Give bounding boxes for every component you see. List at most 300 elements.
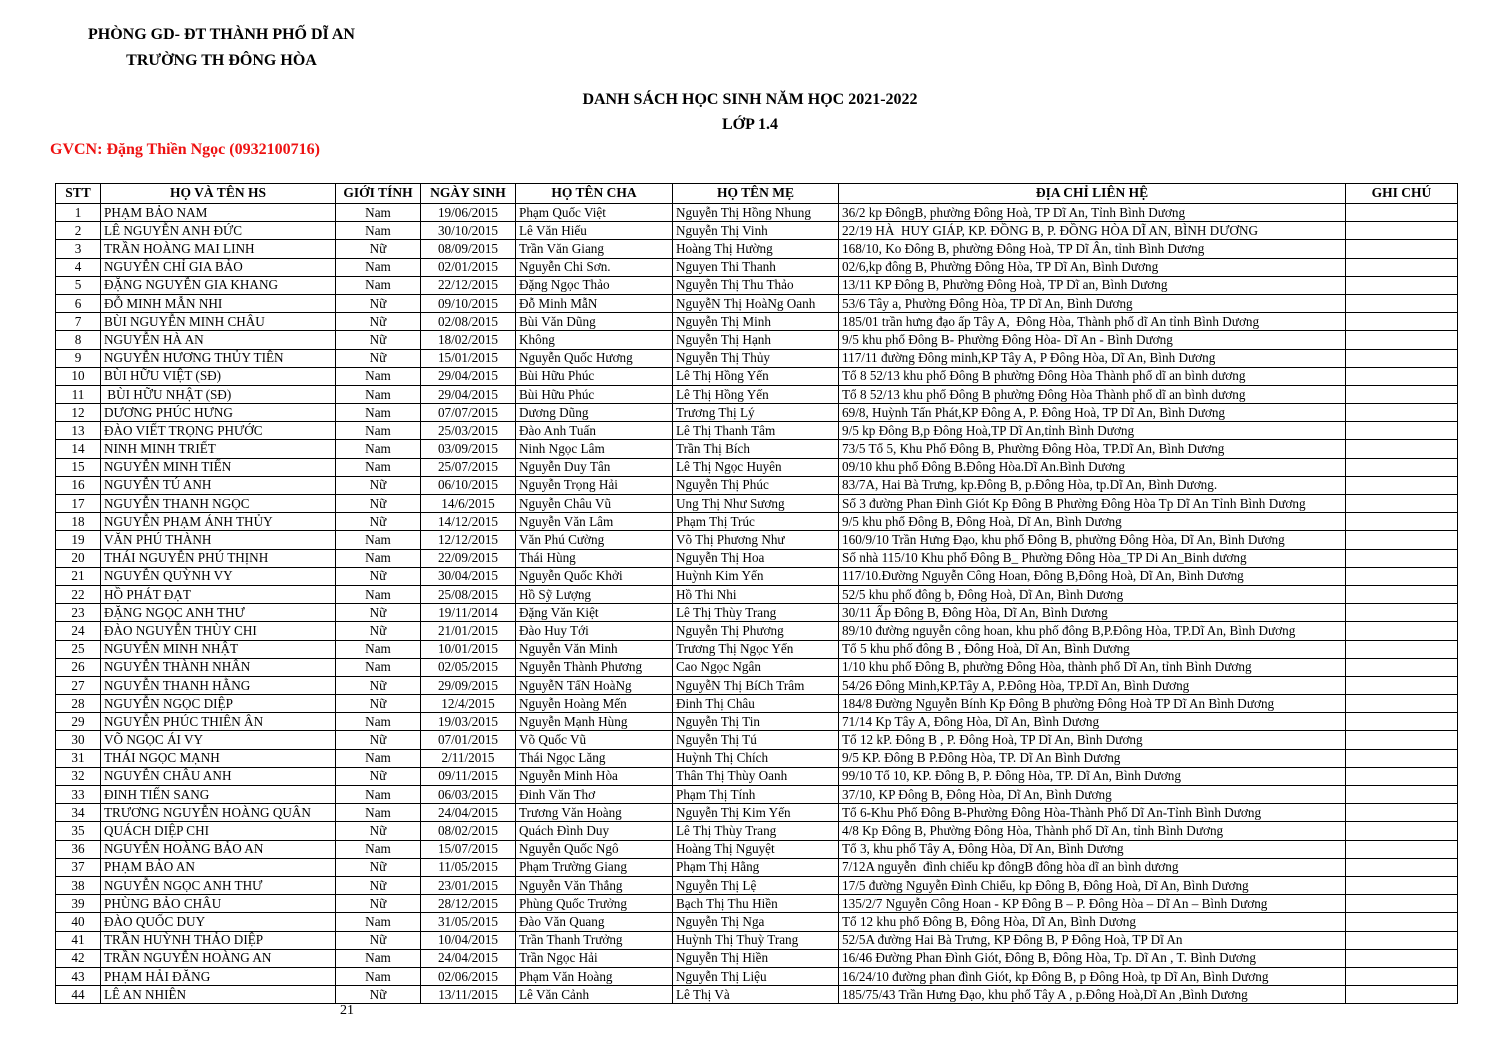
gender-cell: Nam bbox=[336, 749, 421, 767]
stt-cell: 23 bbox=[56, 604, 101, 622]
table-row bbox=[56, 695, 1458, 713]
mother-name-cell: Lê Thị Hồng Yến bbox=[673, 385, 839, 403]
student-name-cell: NGUYỄN THANH HẰNG bbox=[101, 676, 336, 694]
mother-name-cell: Cao Ngọc Ngân bbox=[673, 658, 839, 676]
gender-cell: Nữ bbox=[336, 495, 421, 513]
address-cell: 54/26 Đông Minh,KP.Tây A, P.Đông Hòa, TP.Dĩ An, Bình Dương bbox=[839, 676, 1346, 694]
gender-cell: Nam bbox=[336, 549, 421, 567]
father-name-cell: Đinh Văn Thơ bbox=[516, 786, 673, 804]
stt-cell: 12 bbox=[56, 404, 101, 422]
note-cell bbox=[1346, 367, 1458, 385]
table-row bbox=[56, 222, 1458, 240]
birthdate-cell: 09/10/2015 bbox=[421, 294, 516, 312]
father-name-cell: Lê Văn Cảnh bbox=[516, 986, 673, 1004]
birthdate-cell: 24/04/2015 bbox=[421, 949, 516, 967]
birthdate-cell: 25/08/2015 bbox=[421, 585, 516, 603]
mother-name-cell: Nguyễn Thị Hiền bbox=[673, 949, 839, 967]
gender-cell: Nữ bbox=[336, 931, 421, 949]
note-cell bbox=[1346, 404, 1458, 422]
birthdate-cell: 24/04/2015 bbox=[421, 804, 516, 822]
birthdate-cell: 07/01/2015 bbox=[421, 731, 516, 749]
stt-cell: 41 bbox=[56, 931, 101, 949]
stt-cell: 29 bbox=[56, 713, 101, 731]
mother-name-cell: NguyễN Thị HoàNg Oanh bbox=[673, 294, 839, 312]
address-cell: 9/5 KP. Đông B P.Đông Hòa, TP. Dĩ An Bình Dương bbox=[839, 749, 1346, 767]
table-row bbox=[56, 858, 1458, 876]
table-row bbox=[56, 458, 1458, 476]
gender-cell: Nữ bbox=[336, 858, 421, 876]
gender-cell: Nam bbox=[336, 440, 421, 458]
address-cell: 184/8 Đường Nguyễn Bính Kp Đông B phường Đông Hoà TP Dĩ An Bình Dương bbox=[839, 695, 1346, 713]
birthdate-cell: 06/03/2015 bbox=[421, 786, 516, 804]
birthdate-cell: 19/06/2015 bbox=[421, 204, 516, 222]
stt-cell: 44 bbox=[56, 986, 101, 1004]
table-row bbox=[56, 622, 1458, 640]
gender-cell: Nam bbox=[336, 658, 421, 676]
note-cell bbox=[1346, 858, 1458, 876]
mother-name-cell: Nguyen Thi Thanh bbox=[673, 258, 839, 276]
father-name-cell: Võ Quốc Vũ bbox=[516, 731, 673, 749]
birthdate-cell: 10/04/2015 bbox=[421, 931, 516, 949]
mother-name-cell: Nguyễn Thị Tin bbox=[673, 713, 839, 731]
stt-cell: 40 bbox=[56, 913, 101, 931]
mother-name-cell: Trương Thị Ngọc Yến bbox=[673, 640, 839, 658]
address-cell: 71/14 Kp Tây A, Đông Hòa, Dĩ An, Bình Dương bbox=[839, 713, 1346, 731]
page-number: 21 bbox=[340, 1003, 354, 1018]
address-cell: 73/5 Tổ 5, Khu Phố Đông B, Phường Đông Hòa, TP.Dĩ An, Bình Dương bbox=[839, 440, 1346, 458]
father-name-cell: Không bbox=[516, 331, 673, 349]
stt-cell: 36 bbox=[56, 840, 101, 858]
address-cell: 117/11 đường Đông minh,KP Tây A, P Đông Hòa, Dĩ An, Bình Dương bbox=[839, 349, 1346, 367]
mother-name-cell: Lê Thị Và bbox=[673, 986, 839, 1004]
stt-cell: 13 bbox=[56, 422, 101, 440]
note-cell bbox=[1346, 458, 1458, 476]
birthdate-cell: 25/03/2015 bbox=[421, 422, 516, 440]
birthdate-cell: 11/05/2015 bbox=[421, 858, 516, 876]
column-header-stt: STT bbox=[56, 184, 101, 204]
student-name-cell: PHẠM HẢI ĐĂNG bbox=[101, 967, 336, 985]
stt-cell: 17 bbox=[56, 495, 101, 513]
gender-cell: Nam bbox=[336, 404, 421, 422]
address-cell: 135/2/7 Nguyễn Công Hoan - KP Đông B – P. Đông Hòa – Dĩ An – Bình Dương bbox=[839, 895, 1346, 913]
mother-name-cell: Phạm Thị Hằng bbox=[673, 858, 839, 876]
student-name-cell: NGUYỄN HÀ AN bbox=[101, 331, 336, 349]
gender-cell: Nữ bbox=[336, 695, 421, 713]
table-row bbox=[56, 895, 1458, 913]
father-name-cell: Thái Ngọc Lăng bbox=[516, 749, 673, 767]
note-cell bbox=[1346, 567, 1458, 585]
student-name-cell: NGUYỄN TÚ ANH bbox=[101, 476, 336, 494]
mother-name-cell: Trần Thị Bích bbox=[673, 440, 839, 458]
note-cell bbox=[1346, 786, 1458, 804]
stt-cell: 43 bbox=[56, 967, 101, 985]
address-cell: 16/24/10 đường phan đình Giót, kp Đông B, p Đông Hoà, tp Dĩ An, Bình Dương bbox=[839, 967, 1346, 985]
student-name-cell: PHẠM BẢO AN bbox=[101, 858, 336, 876]
stt-cell: 31 bbox=[56, 749, 101, 767]
gender-cell: Nam bbox=[336, 786, 421, 804]
mother-name-cell: Nguyễn Thị Thủy bbox=[673, 349, 839, 367]
table-row bbox=[56, 713, 1458, 731]
mother-name-cell: Nguyễn Thị Tú bbox=[673, 731, 839, 749]
address-cell: 13/11 KP Đông B, Phường Đông Hoà, TP Dĩ an, Bình Dương bbox=[839, 276, 1346, 294]
gender-cell: Nữ bbox=[336, 313, 421, 331]
birthdate-cell: 31/05/2015 bbox=[421, 913, 516, 931]
address-cell: 117/10.Đường Nguyễn Công Hoan, Đông B,Đông Hoà, Dĩ An, Bình Dương bbox=[839, 567, 1346, 585]
stt-cell: 26 bbox=[56, 658, 101, 676]
student-name-cell: BÙI HỮU VIỆT (SĐ) bbox=[101, 367, 336, 385]
gender-cell: Nữ bbox=[336, 622, 421, 640]
mother-name-cell: NguyễN Thị BíCh Trâm bbox=[673, 676, 839, 694]
birthdate-cell: 29/09/2015 bbox=[421, 676, 516, 694]
address-cell: Tổ 8 52/13 khu phố Đông B phường Đông Hòa Thành phố dĩ an bình dương bbox=[839, 367, 1346, 385]
table-row bbox=[56, 476, 1458, 494]
table-row bbox=[56, 385, 1458, 403]
father-name-cell: Thái Hùng bbox=[516, 549, 673, 567]
column-header-student-name: HỌ VÀ TÊN HS bbox=[101, 184, 336, 204]
gender-cell: Nam bbox=[336, 422, 421, 440]
stt-cell: 25 bbox=[56, 640, 101, 658]
birthdate-cell: 03/09/2015 bbox=[421, 440, 516, 458]
table-row bbox=[56, 913, 1458, 931]
mother-name-cell: Nguyễn Thị Hoa bbox=[673, 549, 839, 567]
table-row bbox=[56, 967, 1458, 985]
note-cell bbox=[1346, 476, 1458, 494]
birthdate-cell: 12/12/2015 bbox=[421, 531, 516, 549]
father-name-cell: Đặng Văn Kiệt bbox=[516, 604, 673, 622]
note-cell bbox=[1346, 349, 1458, 367]
mother-name-cell: Nguyễn Thị Hạnh bbox=[673, 331, 839, 349]
address-cell: 83/7A, Hai Bà Trưng, kp.Đông B, p.Đông Hòa, tp.Dĩ An, Bình Dương. bbox=[839, 476, 1346, 494]
father-name-cell: Nguyễn Minh Hòa bbox=[516, 767, 673, 785]
birthdate-cell: 22/09/2015 bbox=[421, 549, 516, 567]
mother-name-cell: Lê Thị Ngọc Huyên bbox=[673, 458, 839, 476]
stt-cell: 5 bbox=[56, 276, 101, 294]
column-header-birthdate: NGÀY SINH bbox=[421, 184, 516, 204]
stt-cell: 1 bbox=[56, 204, 101, 222]
address-cell: 160/9/10 Trần Hưng Đạo, khu phố Đông B, phường Đông Hòa, Dĩ An, Bình Dương bbox=[839, 531, 1346, 549]
father-name-cell: Lê Văn Hiếu bbox=[516, 222, 673, 240]
student-name-cell: TRƯƠNG NGUYỄN HOÀNG QUÂN bbox=[101, 804, 336, 822]
birthdate-cell: 02/01/2015 bbox=[421, 258, 516, 276]
address-cell: 9/5 khu phố Đông B- Phường Đông Hòa- Dĩ An - Bình Dương bbox=[839, 331, 1346, 349]
birthdate-cell: 23/01/2015 bbox=[421, 876, 516, 894]
table-row bbox=[56, 840, 1458, 858]
table-row bbox=[56, 440, 1458, 458]
student-name-cell: ĐÀO QUỐC DUY bbox=[101, 913, 336, 931]
table-row bbox=[56, 749, 1458, 767]
student-name-cell: TRẦN HOÀNG MAI LINH bbox=[101, 240, 336, 258]
stt-cell: 16 bbox=[56, 476, 101, 494]
father-name-cell: Đào Văn Quang bbox=[516, 913, 673, 931]
mother-name-cell: Hoàng Thị Hường bbox=[673, 240, 839, 258]
note-cell bbox=[1346, 731, 1458, 749]
table-row bbox=[56, 822, 1458, 840]
student-name-cell: NGUYỄN THÀNH NHÂN bbox=[101, 658, 336, 676]
address-cell: 36/2 kp ĐôngB, phường Đông Hoà, TP Dĩ An, Tỉnh Bình Dương bbox=[839, 204, 1346, 222]
address-cell: 52/5A đường Hai Bà Trưng, KP Đông B, P Đông Hoà, TP Dĩ An bbox=[839, 931, 1346, 949]
mother-name-cell: Lê Thị Hồng Yến bbox=[673, 367, 839, 385]
student-table-body bbox=[56, 204, 1458, 1004]
student-name-cell: ĐINH TIẾN SANG bbox=[101, 786, 336, 804]
address-cell: Tổ 6-Khu Phố Đông B-Phường Đông Hòa-Thành Phố Dĩ An-Tỉnh Bình Dương bbox=[839, 804, 1346, 822]
father-name-cell: Phạm Quốc Việt bbox=[516, 204, 673, 222]
student-name-cell: BÙI HỮU NHẬT (SĐ) bbox=[101, 385, 336, 403]
address-cell: Tổ 5 khu phố đông B , Đông Hoà, Dĩ An, Bình Dương bbox=[839, 640, 1346, 658]
gender-cell: Nam bbox=[336, 713, 421, 731]
mother-name-cell: Nguyễn Thị Vinh bbox=[673, 222, 839, 240]
table-row bbox=[56, 767, 1458, 785]
address-cell: 52/5 khu phố đông b, Đông Hoà, Dĩ An, Bình Dương bbox=[839, 585, 1346, 603]
table-row bbox=[56, 204, 1458, 222]
office-header bbox=[88, 22, 355, 75]
mother-name-cell: Nguyễn Thị Nga bbox=[673, 913, 839, 931]
student-name-cell: NINH MINH TRIẾT bbox=[101, 440, 336, 458]
note-cell bbox=[1346, 204, 1458, 222]
stt-cell: 28 bbox=[56, 695, 101, 713]
note-cell bbox=[1346, 840, 1458, 858]
gender-cell: Nữ bbox=[336, 513, 421, 531]
student-name-cell: NGUYỄN QUỲNH VY bbox=[101, 567, 336, 585]
address-cell: 168/10, Ko Đông B, phường Đông Hoà, TP Dĩ Ân, tỉnh Bình Dương bbox=[839, 240, 1346, 258]
student-name-cell: NGUYỄN MINH TIẾN bbox=[101, 458, 336, 476]
stt-cell: 2 bbox=[56, 222, 101, 240]
table-row bbox=[56, 495, 1458, 513]
gender-cell: Nam bbox=[336, 258, 421, 276]
note-cell bbox=[1346, 767, 1458, 785]
stt-cell: 14 bbox=[56, 440, 101, 458]
note-cell bbox=[1346, 676, 1458, 694]
stt-cell: 42 bbox=[56, 949, 101, 967]
table-row bbox=[56, 604, 1458, 622]
mother-name-cell: Lê Thị Thùy Trang bbox=[673, 822, 839, 840]
stt-cell: 7 bbox=[56, 313, 101, 331]
mother-name-cell: Nguyễn Thị Lệ bbox=[673, 876, 839, 894]
birthdate-cell: 21/01/2015 bbox=[421, 622, 516, 640]
address-cell: 9/5 kp Đông B,p Đông Hoà,TP Dĩ An,tỉnh Bình Dương bbox=[839, 422, 1346, 440]
table-row bbox=[56, 367, 1458, 385]
gender-cell: Nữ bbox=[336, 349, 421, 367]
office-name: PHÒNG GD- ĐT THÀNH PHỐ DĨ AN bbox=[88, 26, 355, 43]
note-cell bbox=[1346, 585, 1458, 603]
birthdate-cell: 12/4/2015 bbox=[421, 695, 516, 713]
table-header bbox=[56, 184, 1458, 204]
mother-name-cell: Nguyễn Thị Liệu bbox=[673, 967, 839, 985]
mother-name-cell: Hồ Thi Nhi bbox=[673, 585, 839, 603]
note-cell bbox=[1346, 258, 1458, 276]
address-cell: Tổ 12 khu phố Đông B, Đông Hòa, Dĩ An, Bình Dương bbox=[839, 913, 1346, 931]
table-row bbox=[56, 549, 1458, 567]
birthdate-cell: 02/08/2015 bbox=[421, 313, 516, 331]
father-name-cell: Bùi Hữu Phúc bbox=[516, 385, 673, 403]
column-header-mother-name: HỌ TÊN MẸ bbox=[673, 184, 839, 204]
mother-name-cell: Đinh Thị Châu bbox=[673, 695, 839, 713]
stt-cell: 21 bbox=[56, 567, 101, 585]
student-name-cell: NGUYỄN HƯƠNG THỦY TIÊN bbox=[101, 349, 336, 367]
address-cell: 30/11 Ấp Đông B, Đông Hòa, Dĩ An, Bình Dương bbox=[839, 604, 1346, 622]
student-name-cell: PHẠM BẢO NAM bbox=[101, 204, 336, 222]
mother-name-cell: Lê Thị Thanh Tâm bbox=[673, 422, 839, 440]
stt-cell: 3 bbox=[56, 240, 101, 258]
student-name-cell: NGUYỄN THANH NGỌC bbox=[101, 495, 336, 513]
gender-cell: Nam bbox=[336, 458, 421, 476]
note-cell bbox=[1346, 658, 1458, 676]
table-row bbox=[56, 640, 1458, 658]
note-cell bbox=[1346, 531, 1458, 549]
note-cell bbox=[1346, 495, 1458, 513]
father-name-cell: Bùi Văn Dũng bbox=[516, 313, 673, 331]
student-name-cell: NGUYỄN HOÀNG BẢO AN bbox=[101, 840, 336, 858]
gender-cell: Nữ bbox=[336, 822, 421, 840]
stt-cell: 10 bbox=[56, 367, 101, 385]
birthdate-cell: 08/09/2015 bbox=[421, 240, 516, 258]
address-cell: 53/6 Tây a, Phường Đông Hòa, TP Dĩ An, Bình Dương bbox=[839, 294, 1346, 312]
student-name-cell: ĐÀO NGUYỄN THÙY CHI bbox=[101, 622, 336, 640]
father-name-cell: Phùng Quốc Trưởng bbox=[516, 895, 673, 913]
birthdate-cell: 29/04/2015 bbox=[421, 367, 516, 385]
birthdate-cell: 30/10/2015 bbox=[421, 222, 516, 240]
gender-cell: Nữ bbox=[336, 331, 421, 349]
birthdate-cell: 14/12/2015 bbox=[421, 513, 516, 531]
father-name-cell: Nguyễn Duy Tân bbox=[516, 458, 673, 476]
gender-cell: Nam bbox=[336, 585, 421, 603]
note-cell bbox=[1346, 949, 1458, 967]
address-cell: Số nhà 115/10 Khu phố Đông B_ Phường Đông Hòa_TP Di An_Binh dương bbox=[839, 549, 1346, 567]
gender-cell: Nữ bbox=[336, 767, 421, 785]
father-name-cell: Bùi Hữu Phúc bbox=[516, 367, 673, 385]
table-row bbox=[56, 804, 1458, 822]
mother-name-cell: Bạch Thị Thu Hiền bbox=[673, 895, 839, 913]
birthdate-cell: 02/05/2015 bbox=[421, 658, 516, 676]
gender-cell: Nữ bbox=[336, 567, 421, 585]
gender-cell: Nam bbox=[336, 276, 421, 294]
father-name-cell: Đào Huy Tới bbox=[516, 622, 673, 640]
mother-name-cell: Huỳnh Thị Thuỳ Trang bbox=[673, 931, 839, 949]
stt-cell: 11 bbox=[56, 385, 101, 403]
note-cell bbox=[1346, 822, 1458, 840]
gender-cell: Nam bbox=[336, 640, 421, 658]
gender-cell: Nữ bbox=[336, 676, 421, 694]
note-cell bbox=[1346, 986, 1458, 1004]
table-row bbox=[56, 876, 1458, 894]
column-header-gender: GIỚI TÍNH bbox=[336, 184, 421, 204]
student-name-cell: NGUYỄN CHỈ GIA BẢO bbox=[101, 258, 336, 276]
address-cell: 1/10 khu phố Đông B, phường Đông Hòa, thành phố Dĩ An, tỉnh Bình Dương bbox=[839, 658, 1346, 676]
stt-cell: 32 bbox=[56, 767, 101, 785]
table-row bbox=[56, 258, 1458, 276]
gender-cell: Nam bbox=[336, 385, 421, 403]
gender-cell: Nữ bbox=[336, 604, 421, 622]
stt-cell: 34 bbox=[56, 804, 101, 822]
stt-cell: 30 bbox=[56, 731, 101, 749]
stt-cell: 39 bbox=[56, 895, 101, 913]
address-cell: 185/75/43 Trần Hưng Đạo, khu phố Tây A , p.Đông Hoà,Dĩ An ,Bình Dương bbox=[839, 986, 1346, 1004]
address-cell: 37/10, KP Đông B, Đông Hòa, Dĩ An, Bình Dương bbox=[839, 786, 1346, 804]
student-name-cell: NGUYỄN NGỌC DIỆP bbox=[101, 695, 336, 713]
note-cell bbox=[1346, 749, 1458, 767]
note-cell bbox=[1346, 640, 1458, 658]
stt-cell: 33 bbox=[56, 786, 101, 804]
father-name-cell: Nguyễn Văn Minh bbox=[516, 640, 673, 658]
birthdate-cell: 19/03/2015 bbox=[421, 713, 516, 731]
note-cell bbox=[1346, 876, 1458, 894]
student-name-cell: NGUYỄN PHẠM ÁNH THỦY bbox=[101, 513, 336, 531]
gender-cell: Nam bbox=[336, 204, 421, 222]
birthdate-cell: 06/10/2015 bbox=[421, 476, 516, 494]
birthdate-cell: 02/06/2015 bbox=[421, 967, 516, 985]
student-name-cell: DƯƠNG PHÚC HƯNG bbox=[101, 404, 336, 422]
mother-name-cell: Trương Thị Lý bbox=[673, 404, 839, 422]
mother-name-cell: Võ Thị Phương Như bbox=[673, 531, 839, 549]
note-cell bbox=[1346, 895, 1458, 913]
gender-cell: Nữ bbox=[336, 294, 421, 312]
father-name-cell: Nguyễn Châu Vũ bbox=[516, 495, 673, 513]
table-row bbox=[56, 949, 1458, 967]
father-name-cell: Nguyễn Thành Phương bbox=[516, 658, 673, 676]
address-cell: Tổ 8 52/13 khu phố Đông B phường Đông Hòa Thành phố dĩ an bình dương bbox=[839, 385, 1346, 403]
stt-cell: 8 bbox=[56, 331, 101, 349]
student-name-cell: ĐẶNG NGUYỄN GIA KHANG bbox=[101, 276, 336, 294]
mother-name-cell: Nguyễn Thị Hồng Nhung bbox=[673, 204, 839, 222]
father-name-cell: Hồ Sỹ Lượng bbox=[516, 585, 673, 603]
birthdate-cell: 2/11/2015 bbox=[421, 749, 516, 767]
father-name-cell: Văn Phú Cường bbox=[516, 531, 673, 549]
note-cell bbox=[1346, 913, 1458, 931]
table-row bbox=[56, 313, 1458, 331]
student-table bbox=[55, 183, 1458, 1004]
birthdate-cell: 09/11/2015 bbox=[421, 767, 516, 785]
table-row bbox=[56, 331, 1458, 349]
gender-cell: Nữ bbox=[336, 986, 421, 1004]
gender-cell: Nữ bbox=[336, 240, 421, 258]
birthdate-cell: 08/02/2015 bbox=[421, 822, 516, 840]
address-cell: 89/10 đường nguyễn công hoan, khu phố đông B,P.Đông Hòa, TP.Dĩ An, Bình Dương bbox=[839, 622, 1346, 640]
table-row bbox=[56, 422, 1458, 440]
birthdate-cell: 18/02/2015 bbox=[421, 331, 516, 349]
father-name-cell: Ninh Ngọc Lâm bbox=[516, 440, 673, 458]
table-row bbox=[56, 585, 1458, 603]
student-name-cell: NGUYỄN CHÂU ANH bbox=[101, 767, 336, 785]
gender-cell: Nam bbox=[336, 804, 421, 822]
table-row bbox=[56, 404, 1458, 422]
table-row bbox=[56, 567, 1458, 585]
father-name-cell: Đỗ Minh MẫN bbox=[516, 294, 673, 312]
stt-cell: 20 bbox=[56, 549, 101, 567]
address-cell: Số 3 đường Phan Đình Giót Kp Đông B Phường Đông Hòa Tp Dĩ An Tỉnh Bình Dương bbox=[839, 495, 1346, 513]
student-name-cell: VÕ NGỌC ÁI VY bbox=[101, 731, 336, 749]
address-cell: 02/6,kp đông B, Phường Đông Hòa, TP Dĩ An, Bình Dương bbox=[839, 258, 1346, 276]
mother-name-cell: Ung Thị Như Sương bbox=[673, 495, 839, 513]
father-name-cell: Quách Đình Duy bbox=[516, 822, 673, 840]
gender-cell: Nữ bbox=[336, 476, 421, 494]
table-row bbox=[56, 786, 1458, 804]
table-row bbox=[56, 986, 1458, 1004]
father-name-cell: Nguyễn Trọng Hải bbox=[516, 476, 673, 494]
father-name-cell: Phạm Văn Hoàng bbox=[516, 967, 673, 985]
note-cell bbox=[1346, 313, 1458, 331]
mother-name-cell: Huỳnh Thị Chích bbox=[673, 749, 839, 767]
title-block bbox=[0, 88, 1500, 138]
table-row bbox=[56, 349, 1458, 367]
father-name-cell: NguyễN TấN HoàNg bbox=[516, 676, 673, 694]
student-name-cell: NGUYỄN MINH NHẬT bbox=[101, 640, 336, 658]
birthdate-cell: 28/12/2015 bbox=[421, 895, 516, 913]
birthdate-cell: 07/07/2015 bbox=[421, 404, 516, 422]
student-name-cell: HỒ PHÁT ĐẠT bbox=[101, 585, 336, 603]
address-cell: 99/10 Tổ 10, KP. Đông B, P. Đông Hòa, TP. Dĩ An, Bình Dương bbox=[839, 767, 1346, 785]
student-name-cell: ĐỖ MINH MẪN NHI bbox=[101, 294, 336, 312]
student-name-cell: THÁI NGỌC MẠNH bbox=[101, 749, 336, 767]
address-cell: 16/46 Đường Phan Đình Giót, Đông B, Đông Hòa, Tp. Dĩ An , T. Bình Dương bbox=[839, 949, 1346, 967]
